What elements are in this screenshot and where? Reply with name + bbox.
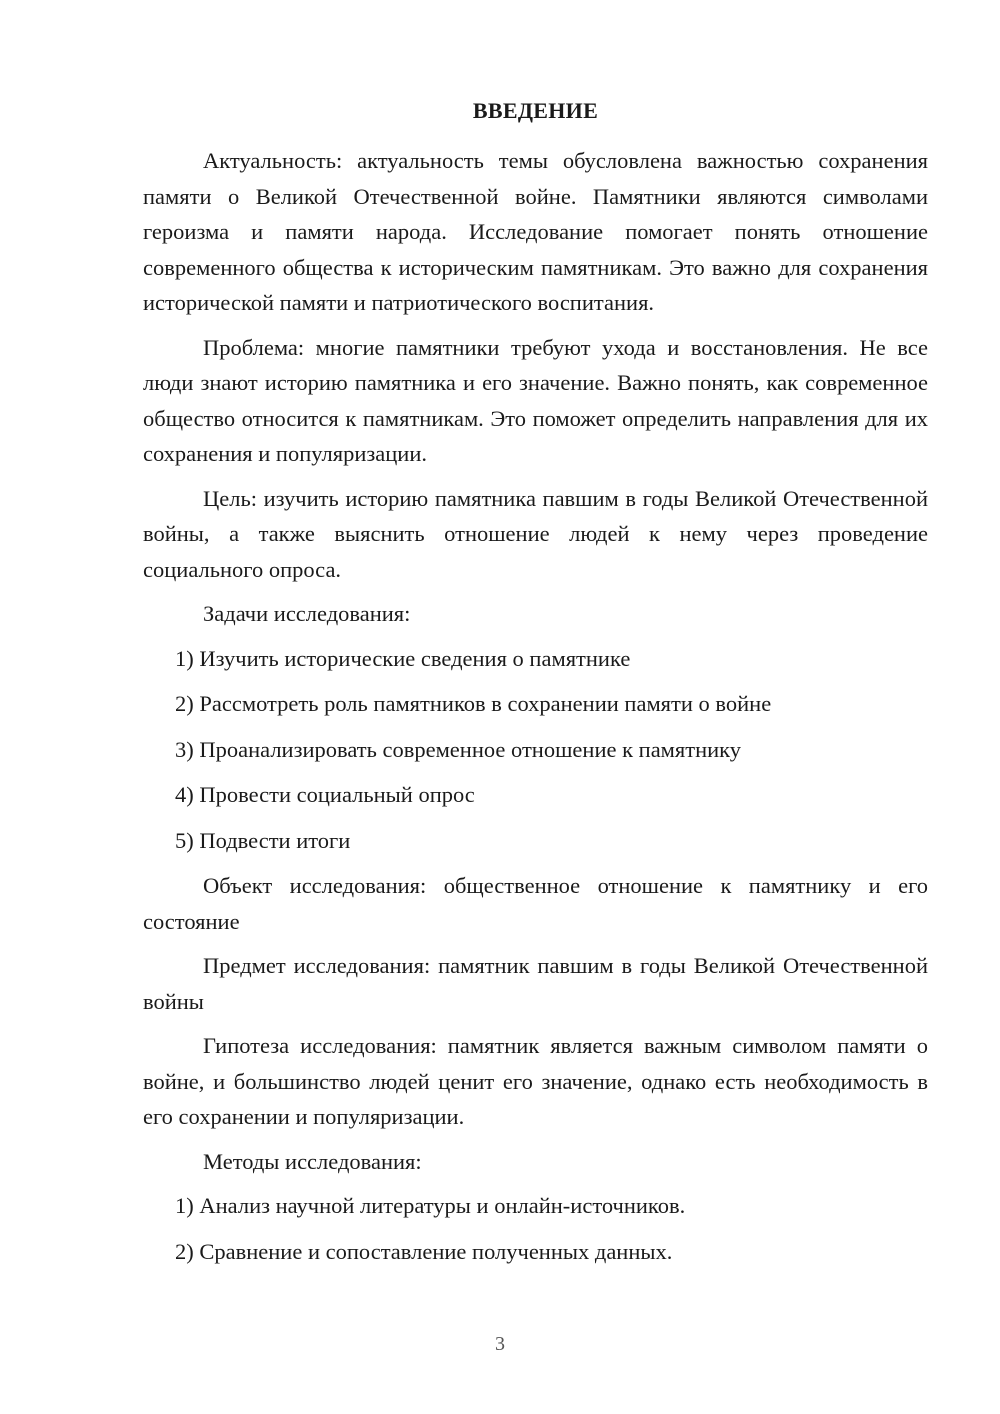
- goal-paragraph: Цель: изучить историю памятника павшим в годы Великой Отечественной войны, а также выяснить отношение людей к нему через проведение социального опроса.: [143, 485, 928, 582]
- hypothesis-paragraph: Гипотеза исследования: памятник является важным символом памяти о войне, и большинство людей ценит его значение, однако есть необходимость в его сохранении и популяризации.: [143, 1033, 928, 1129]
- task-item-5: 5) Подвести итоги: [175, 827, 351, 853]
- task-item-2: 2) Рассмотреть роль памятников в сохранении памяти о войне: [175, 691, 772, 716]
- document-body: [143, 143, 928, 1279]
- tasks-list: [143, 641, 928, 859]
- problem-paragraph: Проблема: многие памятники требуют ухода и восстановления. Не все люди знают историю памятника и его значение. Важно понять, как современное общество относится к памятникам. Это поможет определить направления для их сохранения и популяризации.: [143, 334, 928, 466]
- subject-paragraph: Предмет исследования: памятник павшим в годы Великой Отечественной войны: [143, 953, 928, 1014]
- method-item-2: 2) Сравнение и сопоставление полученных данных.: [175, 1238, 673, 1264]
- page-number: 3: [495, 1333, 505, 1355]
- tasks-heading: Задачи исследования:: [203, 601, 411, 626]
- object-paragraph: Объект исследования: общественное отношение к памятнику и его состояние: [143, 873, 928, 934]
- method-item-1: 1) Анализ научной литературы и онлайн-источников.: [175, 1193, 686, 1218]
- section-title: ВВЕДЕНИЕ: [472, 98, 599, 123]
- task-item-3: 3) Проанализировать современное отношение к памятнику: [175, 736, 742, 762]
- methods-list: [143, 1188, 928, 1269]
- task-item-1: 1) Изучить исторические сведения о памятнике: [175, 645, 631, 671]
- task-item-4: 4) Провести социальный опрос: [175, 782, 475, 807]
- relevance-paragraph: Актуальность: актуальность темы обусловлена важностью сохранения памяти о Великой Отечественной войне. Памятники являются символами героизма и памяти народа. Исследование помогает понять отношение современного общества к историческим памятникам. Это важно для сохранения исторической памяти и патриотического воспитания.: [143, 148, 928, 315]
- methods-heading: Методы исследования:: [203, 1148, 422, 1174]
